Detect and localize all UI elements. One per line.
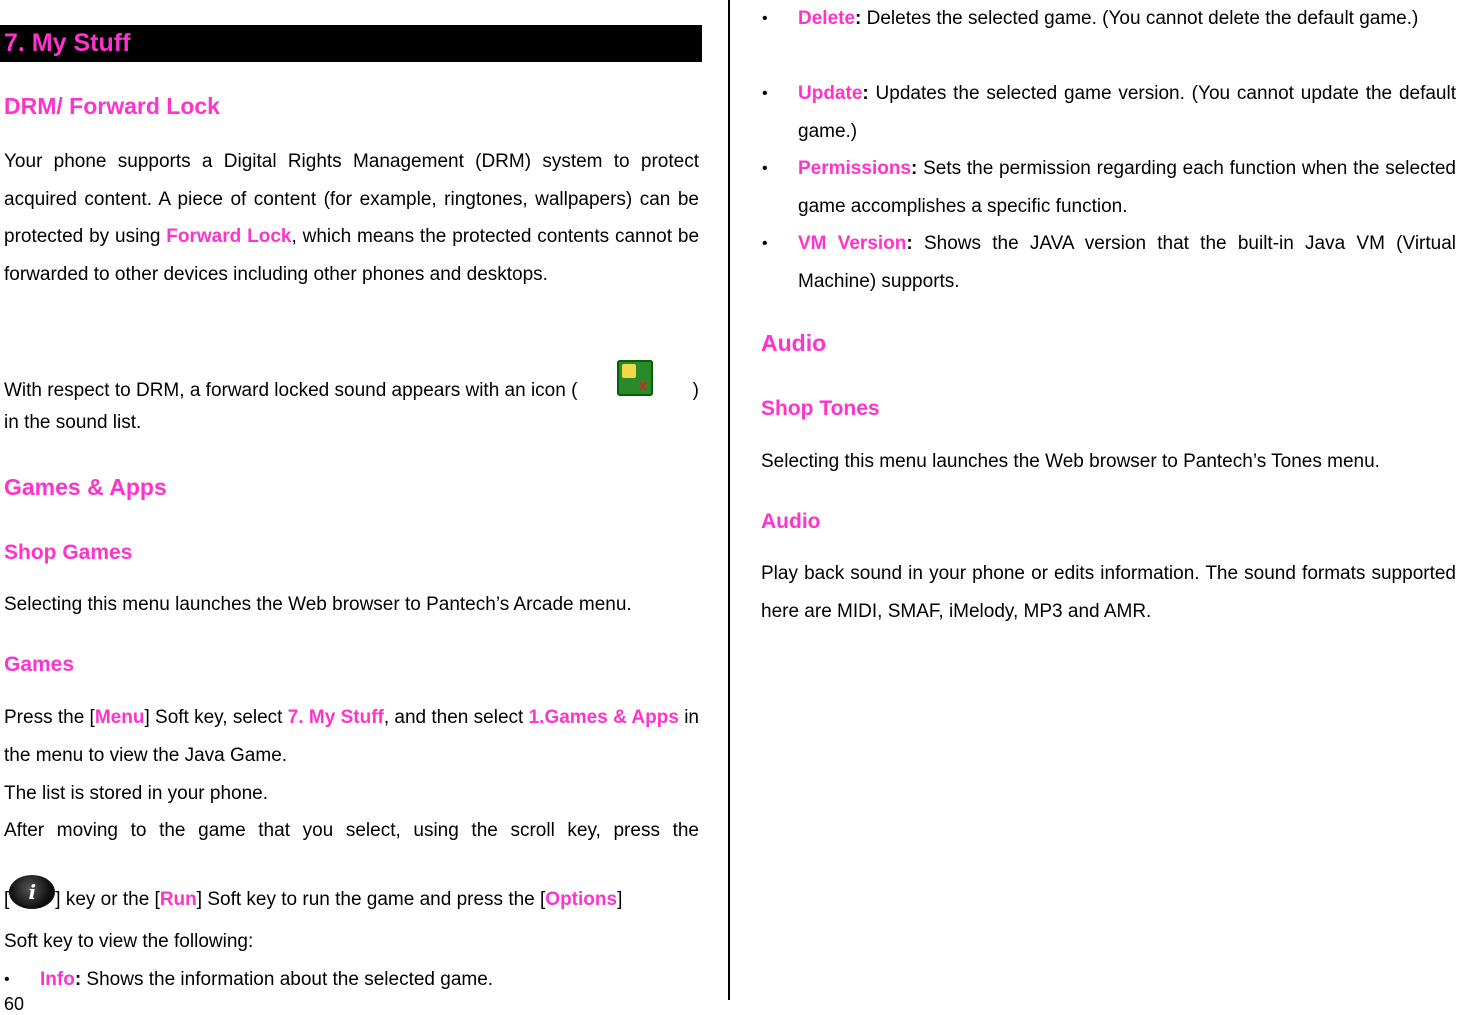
shop-tones-text: Selecting this menu launches the Web browser to Pantech’s Tones menu. bbox=[761, 451, 1380, 472]
my-stuff-label: 7. My Stuff bbox=[287, 707, 384, 728]
bullet-marker: • bbox=[4, 971, 10, 988]
shop-games-heading: Shop Games bbox=[4, 541, 133, 564]
drm-icon-line: With respect to DRM, a forward locked sound appears with an icon ( x ) bbox=[4, 366, 699, 402]
games-paragraph: Press the [Menu] Soft key, select 7. My Stuff, and then select 1.Games & Apps in the menu to view the Java Game. bbox=[4, 707, 699, 766]
bullet-marker: • bbox=[762, 10, 768, 27]
update-label: Update bbox=[798, 83, 863, 104]
chapter-title: 7. My Stuff bbox=[4, 29, 131, 57]
vm-version-label: VM Version bbox=[798, 233, 907, 254]
chapter-title-bar bbox=[0, 25, 702, 62]
bullet-marker: • bbox=[762, 160, 768, 177]
permissions-label: Permissions bbox=[798, 158, 911, 179]
games-keys-text: [ i ] key or the [Run] Soft key to run the game and press the [Options] bbox=[4, 883, 622, 917]
delete-label: Delete bbox=[798, 8, 856, 29]
options-key-label: Options bbox=[545, 889, 618, 911]
audio-subheading: Audio bbox=[761, 510, 821, 533]
audio-text: Play back sound in your phone or edits information. The sound formats supported here are MIDI, SMAF, iMelody, MP3 and AMR. bbox=[761, 563, 1456, 622]
info-bullet: Info: Shows the information about the selected game. bbox=[40, 969, 494, 990]
vm-version-bullet: VM Version: Shows the JAVA version that the built-in Java VM (Virtual Machine) supports. bbox=[798, 233, 1456, 292]
games-apps-heading: Games & Apps bbox=[4, 474, 167, 500]
menu-key-label: Menu bbox=[94, 707, 145, 728]
forward-lock-sound-icon: x bbox=[617, 360, 653, 396]
bullet-marker: • bbox=[762, 235, 768, 252]
delete-bullet: Delete: Deletes the selected game. (You cannot delete the default game.) bbox=[798, 8, 1419, 29]
ok-key-icon: i bbox=[9, 875, 55, 909]
games-apps-label: 1.Games & Apps bbox=[528, 707, 679, 728]
column-divider bbox=[728, 0, 730, 1000]
games-keys-line bbox=[4, 880, 699, 917]
forward-lock-term: Forward Lock bbox=[166, 226, 292, 247]
audio-heading: Audio bbox=[761, 330, 827, 356]
drm-paragraph: Your phone supports a Digital Rights Management (DRM) system to protect acquired content. A piece of content (for example, ringtones, wallpapers) can be protected by using Forward Lock, which means the protected contents cannot be forwarded to other devices including other phones and desktops. bbox=[4, 151, 700, 285]
run-key-label: Run bbox=[159, 889, 197, 911]
shop-tones-heading: Shop Tones bbox=[761, 397, 880, 420]
games-soft-key-note: Soft key to view the following: bbox=[4, 931, 254, 952]
permissions-bullet: Permissions: Sets the permission regarding each function when the selected game accomplishes a specific function. bbox=[798, 158, 1456, 217]
update-bullet: Update: Updates the selected game version. (You cannot update the default game.) bbox=[798, 83, 1456, 142]
bullet-marker: • bbox=[762, 85, 768, 102]
shop-games-text: Selecting this menu launches the Web browser to Pantech’s Arcade menu. bbox=[4, 594, 632, 615]
info-label: Info bbox=[40, 969, 75, 990]
drm-heading: DRM/ Forward Lock bbox=[4, 93, 220, 119]
games-list-note: The list is stored in your phone. bbox=[4, 783, 269, 804]
games-instruction: After moving to the game that you select, using the scroll key, press the bbox=[4, 820, 699, 841]
drm-icon-line-2: in the sound list. bbox=[4, 412, 142, 433]
games-heading: Games bbox=[4, 653, 75, 676]
page-number: 60 bbox=[4, 994, 25, 1014]
